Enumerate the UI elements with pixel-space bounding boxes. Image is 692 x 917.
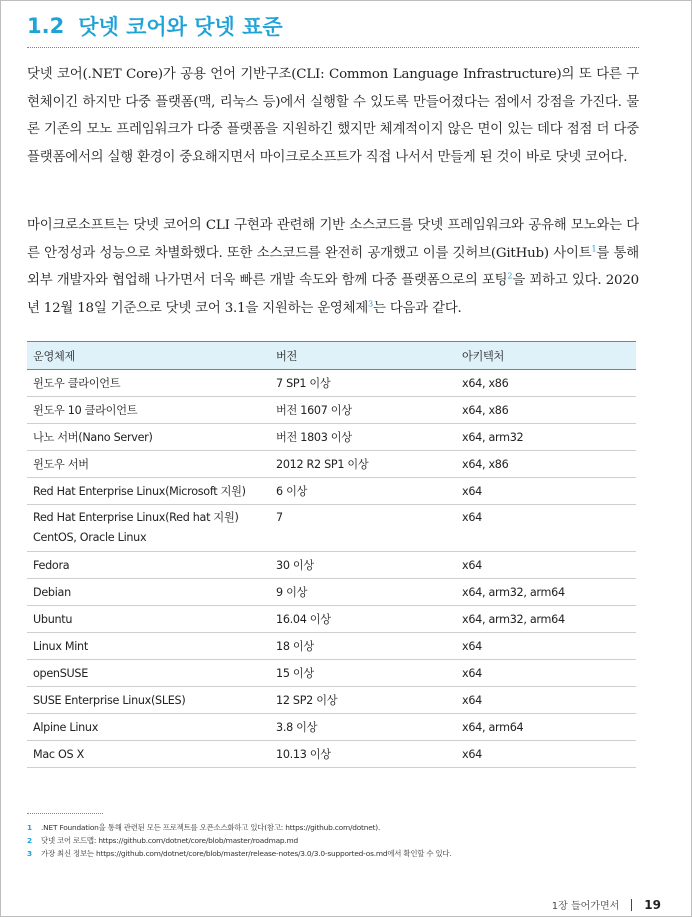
paragraph-2 bbox=[27, 212, 639, 322]
paragraph-2-part-2: 를 통해 외부 개발자와 협업해 나가면서 더욱 빠른 개발 속도와 함께 다중 플랫폼으로의 포팅 bbox=[27, 245, 639, 288]
section-number: 1.2 bbox=[27, 14, 65, 38]
cell-version: 2012 R2 SP1 이상 bbox=[270, 451, 456, 478]
table-row bbox=[27, 606, 636, 633]
footnote-number: 2 bbox=[27, 836, 32, 845]
cell-os: 윈도우 클라이언트 bbox=[27, 370, 270, 397]
cell-arch: x64 bbox=[456, 552, 636, 579]
footnote-text: .NET Foundation을 통해 관련된 모든 프로젝트를 오픈소스화하고 있다(참고: https://github.com/dotnet). bbox=[41, 823, 381, 832]
footnote-ref-3[interactable]: 3 bbox=[368, 299, 374, 309]
cell-os: Fedora bbox=[27, 552, 270, 579]
header-os: 운영체제 bbox=[27, 342, 270, 370]
cell-arch: x64 bbox=[456, 660, 636, 687]
page-footer bbox=[552, 897, 661, 912]
cell-os: Debian bbox=[27, 579, 270, 606]
table-row bbox=[27, 397, 636, 424]
section-heading bbox=[27, 9, 283, 43]
cell-os: 나노 서버(Nano Server) bbox=[27, 424, 270, 451]
cell-os-line-2: CentOS, Oracle Linux bbox=[33, 531, 147, 544]
cell-arch: x64 bbox=[456, 633, 636, 660]
cell-arch: x64, x86 bbox=[456, 451, 636, 478]
cell-os: Linux Mint bbox=[27, 633, 270, 660]
table-header-row bbox=[27, 342, 636, 370]
cell-os: openSUSE bbox=[27, 660, 270, 687]
table-row bbox=[27, 687, 636, 714]
table-row bbox=[27, 714, 636, 741]
table-row bbox=[27, 660, 636, 687]
cell-version: 18 이상 bbox=[270, 633, 456, 660]
cell-os: Alpine Linux bbox=[27, 714, 270, 741]
cell-version: 16.04 이상 bbox=[270, 606, 456, 633]
cell-arch: x64, arm32, arm64 bbox=[456, 579, 636, 606]
footnote-ref-2[interactable]: 2 bbox=[507, 271, 513, 281]
paragraph-2-part-3: 을 꾀하고 있다. 2020년 12월 18일 기준으로 닷넷 코어 3.1을 지원하는 운영체제 bbox=[27, 273, 639, 316]
cell-os: Red Hat Enterprise Linux(Microsoft 지원) bbox=[27, 478, 270, 505]
heading-divider bbox=[27, 47, 639, 48]
footnote-text: 닷넷 코어 로드맵: https://github.com/dotnet/core/blob/master/roadmap.md bbox=[41, 836, 299, 845]
table-row bbox=[27, 478, 636, 505]
cell-arch: x64, arm32 bbox=[456, 424, 636, 451]
footnote-2 bbox=[27, 834, 647, 847]
cell-arch: x64, arm64 bbox=[456, 714, 636, 741]
cell-version: 버전 1607 이상 bbox=[270, 397, 456, 424]
cell-version: 7 bbox=[270, 505, 456, 552]
table-row bbox=[27, 424, 636, 451]
footer-separator bbox=[631, 899, 632, 911]
cell-version: 12 SP2 이상 bbox=[270, 687, 456, 714]
header-version: 버전 bbox=[270, 342, 456, 370]
table-row bbox=[27, 633, 636, 660]
footnote-3 bbox=[27, 847, 647, 860]
footnote-text: 가장 최신 정보는 https://github.com/dotnet/core/blob/master/release-notes/3.0/3.0-supported-os.md에서 확인할 수 있다. bbox=[41, 849, 452, 858]
page-number: 19 bbox=[644, 897, 661, 912]
paragraph-2-part-4: 는 다음과 같다. bbox=[373, 300, 462, 316]
cell-version: 7 SP1 이상 bbox=[270, 370, 456, 397]
table-row bbox=[27, 552, 636, 579]
table-row bbox=[27, 505, 636, 552]
cell-arch: x64, x86 bbox=[456, 397, 636, 424]
cell-arch: x64 bbox=[456, 687, 636, 714]
cell-os bbox=[27, 505, 270, 552]
cell-arch: x64 bbox=[456, 505, 636, 552]
cell-os: SUSE Enterprise Linux(SLES) bbox=[27, 687, 270, 714]
table-row bbox=[27, 451, 636, 478]
os-support-table bbox=[27, 341, 636, 768]
cell-arch: x64 bbox=[456, 478, 636, 505]
cell-os: Ubuntu bbox=[27, 606, 270, 633]
footnote-number: 3 bbox=[27, 849, 32, 858]
paragraph-2-part-1: 마이크로소프트는 닷넷 코어의 CLI 구현과 관련해 기반 소스코드를 닷넷 프레임워크와 공유해 모노와는 다른 안정성과 성능으로 차별화했다. 또한 소스코드를 완전히 공개했고 이를 깃허브(GitHub) 사이트 bbox=[27, 218, 639, 261]
cell-arch: x64, arm32, arm64 bbox=[456, 606, 636, 633]
footnote-divider bbox=[27, 813, 103, 814]
cell-os-line-1: Red Hat Enterprise Linux(Red hat 지원) bbox=[33, 511, 239, 524]
cell-version: 10.13 이상 bbox=[270, 741, 456, 768]
table-row bbox=[27, 579, 636, 606]
chapter-label: 1장 들어가면서 bbox=[551, 901, 620, 912]
table-row bbox=[27, 370, 636, 397]
footnote-ref-1[interactable]: 1 bbox=[591, 244, 597, 254]
cell-os: 윈도우 10 클라이언트 bbox=[27, 397, 270, 424]
cell-version: 3.8 이상 bbox=[270, 714, 456, 741]
footnotes bbox=[27, 821, 647, 860]
cell-os: Mac OS X bbox=[27, 741, 270, 768]
section-title: 닷넷 코어와 닷넷 표준 bbox=[78, 15, 283, 39]
table-row bbox=[27, 741, 636, 768]
paragraph-1: 닷넷 코어(.NET Core)가 공용 언어 기반구조(CLI: Common Language Infrastructure)의 또 다른 구현체이긴 하지만 다중 플랫폼(맥, 리눅스 등)에서 실행할 수 있도록 만들어졌다는 점에서 강점을 가진다. 물론 기존의 모노 프레임워크가 다중 플랫폼을 지원하긴 했지만 체계적이지 않은 면이 있는 데다 점점 더 다중 플랫폼에서의 실행 환경이 중요해지면서 마이크로소프트가 직접 나서서 만들게 된 것이 바로 닷넷 코어다. bbox=[27, 67, 639, 165]
cell-arch: x64, x86 bbox=[456, 370, 636, 397]
header-arch: 아키텍처 bbox=[456, 342, 636, 370]
footnote-number: 1 bbox=[27, 823, 32, 832]
cell-version: 버전 1803 이상 bbox=[270, 424, 456, 451]
footnote-1 bbox=[27, 821, 647, 834]
cell-version: 30 이상 bbox=[270, 552, 456, 579]
cell-version: 6 이상 bbox=[270, 478, 456, 505]
cell-version: 15 이상 bbox=[270, 660, 456, 687]
cell-version: 9 이상 bbox=[270, 579, 456, 606]
cell-arch: x64 bbox=[456, 741, 636, 768]
cell-os: 윈도우 서버 bbox=[27, 451, 270, 478]
